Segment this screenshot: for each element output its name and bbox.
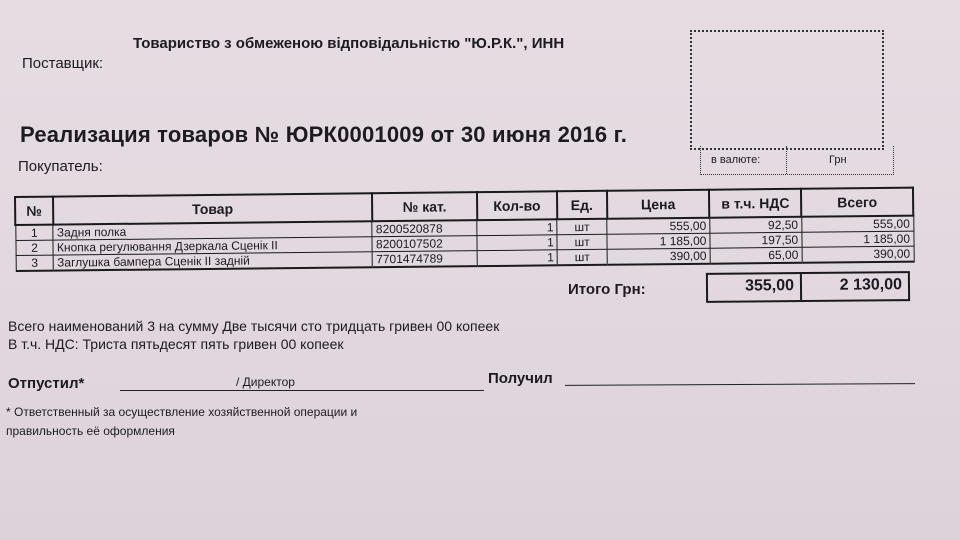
line-total: 1 185,00	[802, 231, 914, 247]
column-header: в т.ч. НДС	[709, 189, 801, 218]
catalog-number: 7701474789	[373, 251, 478, 268]
released-label: Отпустил*	[8, 375, 85, 392]
currency-divider	[786, 146, 787, 174]
footnote-line-1: * Ответственный за осуществление хозяйственной операции и	[6, 405, 358, 419]
total-sum: 2 130,00	[839, 276, 903, 294]
column-header: Товар	[53, 193, 372, 224]
column-header: №	[15, 197, 53, 225]
supplier-name: Товариство з обмеженою відповідальністю "Ю.Р.К.", ИНН	[133, 35, 565, 52]
total-box	[706, 271, 910, 303]
column-header: № кат.	[372, 192, 477, 221]
column-header: Цена	[607, 190, 710, 219]
released-role: / Директор	[236, 375, 295, 389]
column-header: Всего	[801, 188, 913, 217]
column-header: Кол-во	[477, 191, 557, 220]
price: 1 185,00	[607, 233, 710, 249]
row-number: 3	[16, 255, 54, 271]
item-name: Задня полка	[53, 221, 372, 240]
column-header: Ед.	[557, 191, 607, 220]
buyer-label: Покупатель:	[18, 158, 103, 175]
row-number: 1	[15, 225, 53, 241]
document-title: Реализация товаров № ЮРК0001009 от 30 июня 2016 г.	[20, 122, 628, 147]
quantity: 1	[477, 250, 557, 266]
row-number: 2	[15, 240, 53, 255]
unit: шт	[557, 234, 607, 250]
released-signature-line	[120, 390, 484, 391]
vat-amount: 197,50	[710, 232, 802, 248]
currency-value: Грн	[829, 154, 847, 166]
item-name: Заглушка бампера Сценік ІІ задній	[54, 252, 373, 271]
price: 390,00	[607, 248, 710, 265]
vat-amount: 65,00	[710, 247, 802, 263]
summary-total-text: Всего наименований 3 на сумму Две тысячи сто тридцать гривен 00 копеек	[8, 318, 500, 334]
line-total: 555,00	[801, 216, 913, 233]
price: 555,00	[607, 218, 710, 235]
total-divider	[800, 274, 802, 300]
supplier-label: Поставщик:	[22, 55, 104, 72]
stamp-box	[690, 30, 884, 150]
footnote-line-2: правильность её оформления	[6, 424, 175, 438]
item-name: Кнопка регулювання Дзеркала Сценік ІІ	[53, 237, 372, 255]
catalog-number: 8200520878	[372, 220, 477, 237]
currency-row	[700, 146, 894, 175]
items-table	[14, 187, 915, 272]
total-vat: 355,00	[744, 277, 795, 295]
unit: шт	[557, 249, 607, 265]
quantity: 1	[477, 219, 557, 235]
received-label: Получил	[488, 370, 553, 387]
quantity: 1	[477, 235, 557, 251]
vat-amount: 92,50	[710, 217, 802, 233]
currency-label: в валюте:	[711, 154, 761, 166]
total-label: Итого Грн:	[568, 281, 646, 298]
catalog-number: 8200107502	[372, 236, 477, 252]
line-total: 390,00	[802, 246, 914, 263]
summary-vat-text: В т.ч. НДС: Триста пятьдесят пять гривен 00 копеек	[8, 336, 344, 352]
received-signature-line	[565, 383, 915, 386]
unit: шт	[557, 219, 607, 235]
